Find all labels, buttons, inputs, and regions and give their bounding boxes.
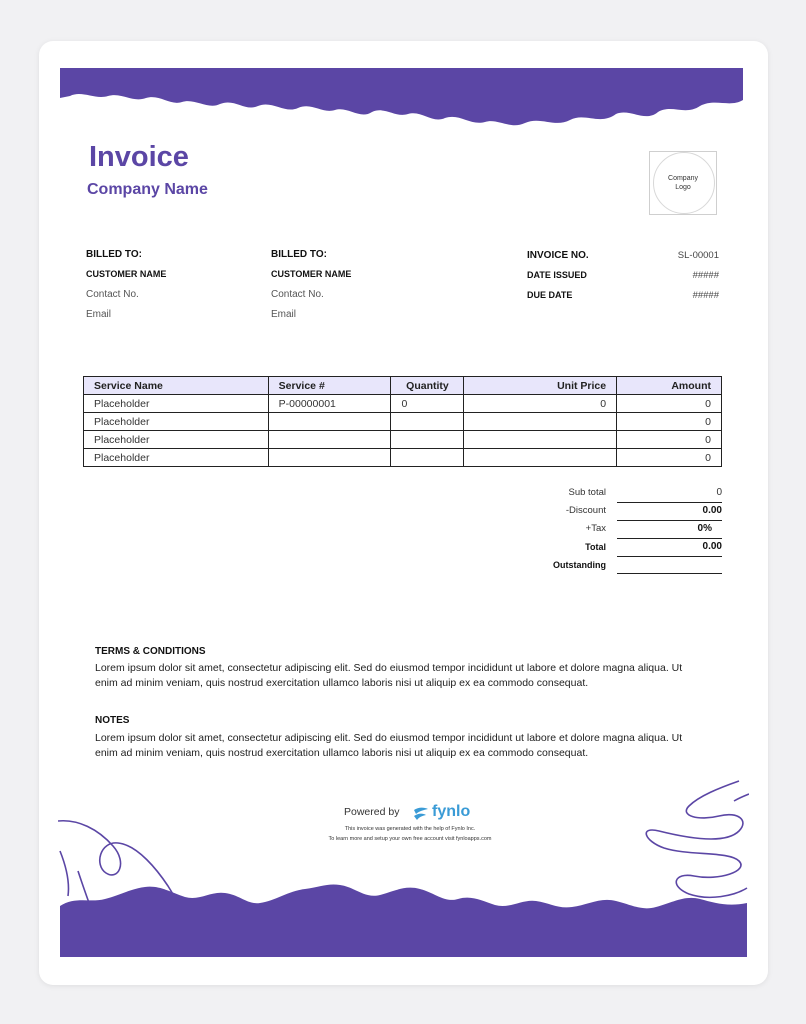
cell-quantity[interactable]: 0	[391, 395, 464, 413]
contact-no-2: Contact No.	[271, 289, 324, 300]
table-row	[84, 431, 722, 449]
total-divider	[617, 556, 722, 557]
col-header-unit-price: Unit Price	[464, 377, 617, 395]
logo-text-line-1: Company	[668, 175, 698, 182]
invoice-number-label: INVOICE NO.	[527, 250, 589, 261]
customer-name-1: CUSTOMER NAME	[86, 269, 167, 279]
terms-title: TERMS & CONDITIONS	[95, 646, 206, 657]
col-header-amount: Amount	[617, 377, 722, 395]
footer-line-1: This invoice was generated with the help of Fynlo Inc.	[344, 826, 476, 832]
cell-unit-price[interactable]: 0	[464, 395, 617, 413]
cell-unit-price[interactable]	[464, 413, 617, 431]
cell-service-number[interactable]	[268, 449, 391, 467]
logo-text-line-2: Logo	[675, 184, 691, 191]
tax-label: +Tax	[585, 523, 606, 534]
tax-value-text: 0%	[697, 523, 712, 534]
date-issued-label: DATE ISSUED	[527, 270, 587, 280]
cell-amount: 0	[617, 449, 722, 467]
table-row	[84, 413, 722, 431]
cell-quantity[interactable]	[391, 449, 464, 467]
bottom-banner-decoration	[60, 881, 747, 957]
invoice-title: Invoice	[89, 141, 189, 173]
company-logo-placeholder	[649, 151, 717, 215]
discount-divider	[617, 520, 722, 521]
notes-title: NOTES	[95, 715, 130, 726]
fynlo-brand[interactable]: fynlo	[432, 803, 471, 820]
cell-amount: 0	[617, 413, 722, 431]
due-date-label: DUE DATE	[527, 290, 573, 300]
cell-amount: 0	[617, 395, 722, 413]
terms-body: Lorem ipsum dolor sit amet, consectetur adipiscing elit. Sed do eiusmod tempor incididunt ut labore et dolore magna aliqua. Ut enim ad minim veniam, quis nostrud exercitation ullamco laboris nisi ut aliquip ex ea commodo consequat.	[95, 662, 683, 689]
cell-service-name[interactable]: Placeholder	[84, 413, 269, 431]
cell-service-name[interactable]: Placeholder	[84, 431, 269, 449]
cell-service-number[interactable]	[268, 413, 391, 431]
invoice-page	[39, 41, 768, 985]
cell-unit-price[interactable]	[464, 449, 617, 467]
billed-to-label-1: BILLED TO:	[86, 249, 142, 260]
tax-divider	[617, 538, 722, 539]
subtotal-value: 0	[716, 487, 722, 498]
table-header-row	[84, 377, 722, 395]
cell-service-number[interactable]: P-00000001	[268, 395, 391, 413]
total-value: 0.00	[702, 541, 722, 552]
table-row	[84, 449, 722, 467]
table-row	[84, 395, 722, 413]
cell-unit-price[interactable]	[464, 431, 617, 449]
contact-no-1: Contact No.	[86, 289, 139, 300]
powered-by-text: Powered by	[344, 806, 400, 818]
col-header-quantity: Quantity	[391, 377, 464, 395]
col-header-service-number: Service #	[268, 377, 391, 395]
cell-service-name[interactable]: Placeholder	[84, 395, 269, 413]
company-name: Company Name	[87, 181, 208, 198]
cell-amount: 0	[617, 431, 722, 449]
discount-value[interactable]: 0.00	[702, 505, 722, 516]
col-header-service-name: Service Name	[84, 377, 269, 395]
total-label: Total	[585, 542, 606, 552]
notes-body: Lorem ipsum dolor sit amet, consectetur adipiscing elit. Sed do eiusmod tempor incididunt ut labore et dolore magna aliqua. Ut enim ad minim veniam, quis nostrud exercitation ullamco laboris nisi ut aliquip ex ea commodo consequat.	[95, 732, 683, 759]
fynlo-logo-icon	[412, 806, 430, 822]
subtotal-divider	[617, 502, 722, 503]
cell-quantity[interactable]	[391, 413, 464, 431]
email-1: Email	[86, 309, 112, 320]
date-issued-value: #####	[692, 270, 719, 281]
items-table	[83, 376, 722, 467]
outstanding-label: Outstanding	[553, 560, 606, 570]
cell-quantity[interactable]	[391, 431, 464, 449]
billed-to-label-2: BILLED TO:	[271, 249, 327, 260]
footer-line-2: To learn more and setup your own free account visit fynloapps.com	[328, 836, 492, 842]
cell-service-number[interactable]	[268, 431, 391, 449]
due-date-value: #####	[692, 290, 719, 301]
cell-service-name[interactable]: Placeholder	[84, 449, 269, 467]
customer-name-2: CUSTOMER NAME	[271, 269, 352, 279]
outstanding-divider	[617, 573, 722, 574]
invoice-number-value: SL-00001	[677, 250, 719, 261]
email-2: Email	[271, 309, 297, 320]
tax-value[interactable]	[617, 523, 722, 534]
logo-text	[650, 174, 716, 192]
subtotal-label: Sub total	[568, 487, 606, 498]
discount-label: -Discount	[565, 505, 606, 516]
